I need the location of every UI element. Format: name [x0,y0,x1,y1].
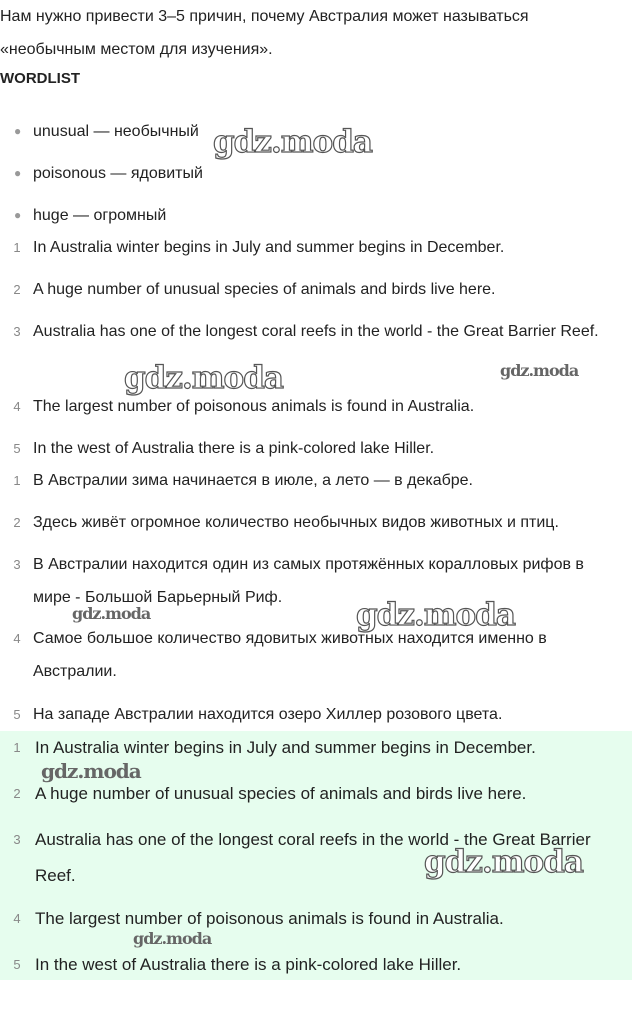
watermark-logo: gdz.moda [500,361,579,380]
russian-list-item: 5 На западе Австралии находится озеро Хиллер розового цвета. [13,706,503,723]
wordlist-item: ● huge — огромный [0,199,620,232]
english-list-item: 5 In the west of Australia there is a pink-colored lake Hiller. [13,440,435,457]
wordlist-item: ● poisonous — ядовитый [0,157,620,190]
russian-list-item: 2 Здесь живёт огромное количество необычных видов животных и птиц. [13,514,559,531]
answer-list-item: 4 The largest number of poisonous animals is found in Australia. [13,909,504,928]
bullet-icon: ● [14,124,22,138]
intro-text: Нам нужно привести 3–5 причин, почему Австралия может называться «необычным местом для изучения». [0,8,529,58]
wordlist-heading: WORDLIST [0,70,80,87]
russian-list-item: 4 Самое большое количество ядовитых животных находится именно в Австралии. [13,630,547,680]
english-list-item: 3 Australia has one of the longest coral reefs in the world - the Great Barrier Reef. [13,323,599,340]
watermark-logo: gdz.moda [133,929,212,948]
answer-list-item: 5 In the west of Australia there is a pink-colored lake Hiller. [13,955,462,974]
watermark-logo: gdz.moda [124,360,283,396]
watermark-logo: gdz.moda [424,844,583,880]
english-list-item: 2 A huge number of unusual species of animals and birds live here. [13,281,496,298]
answer-list-item: 2 A huge number of unusual species of animals and birds live here. [13,784,527,803]
answer-list-item: 1 In Australia winter begins in July and summer begins in December. [13,738,536,757]
russian-list-item: 1 В Австралии зима начинается в июле, а лето — в декабре. [13,472,473,489]
english-list-item: 4 The largest number of poisonous animals is found in Australia. [13,398,475,415]
watermark-logo: gdz.moda [213,124,372,160]
watermark-logo: gdz.moda [356,597,515,633]
bullet-icon: ● [14,208,22,222]
wordlist-item: ● unusual — необычный [0,115,620,148]
english-list-item: 1 In Australia winter begins in July and summer begins in December. [13,239,505,256]
watermark-logo: gdz.moda [72,604,151,623]
watermark-logo: gdz.moda [41,759,141,783]
russian-list-item: 3 В Австралии находится один из самых протяжённых коралловых рифов в мире - Большой Барьерный Риф. [13,556,584,606]
bullet-icon: ● [14,166,22,180]
answer-list-item: 3 Australia has one of the longest coral reefs in the world - the Great Barrier Reef. [13,830,591,885]
